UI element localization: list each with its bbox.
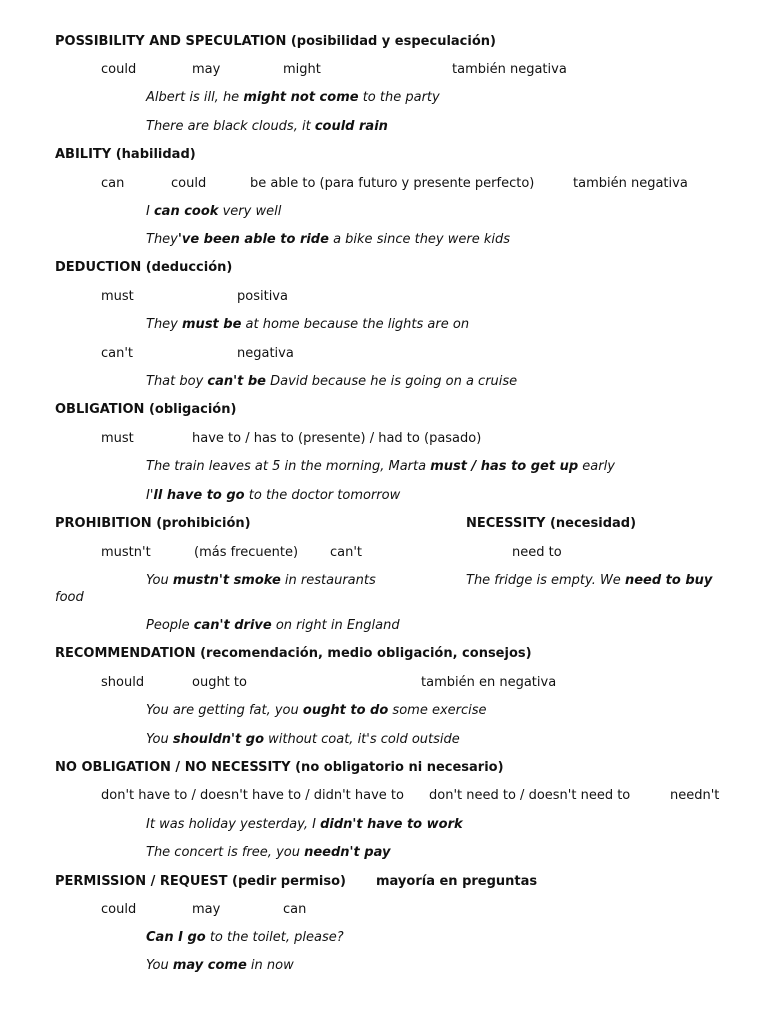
form-have-to: have to / has to (presente) / had to (pasado) (192, 431, 482, 446)
example-sentence-wrap: food (55, 590, 84, 605)
heading-permission: PERMISSION / REQUEST (pedir permiso) (55, 874, 346, 889)
heading-prohibition: PROHIBITION (prohibición) (55, 516, 251, 531)
form-can: can (101, 176, 125, 191)
example-sentence: The concert is free, you needn't pay (146, 845, 391, 860)
heading-obligation: OBLIGATION (obligación) (55, 402, 237, 417)
form-dont-have-to: don't have to / doesn't have to / didn't have to (101, 788, 404, 803)
example-sentence: You may come in now (146, 958, 294, 973)
example-sentence: They've been able to ride a bike since they were kids (146, 232, 511, 247)
note-negative: también negativa (573, 176, 688, 191)
form-be-able-to: be able to (para futuro y presente perfecto) (250, 176, 535, 191)
form-cant: can't (101, 346, 134, 361)
form-neednt: needn't (670, 788, 720, 803)
example-sentence: That boy can't be David because he is going on a cruise (146, 374, 518, 389)
form-must: must (101, 289, 134, 304)
form-can: can (283, 902, 307, 917)
heading-ability: ABILITY (habilidad) (55, 147, 196, 162)
example-sentence: You mustn't smoke in restaurants (146, 573, 376, 588)
example-sentence: I'll have to go to the doctor tomorrow (146, 488, 401, 503)
form-may: may (192, 902, 221, 917)
example-sentence: The train leaves at 5 in the morning, Marta must / has to get up early (146, 459, 615, 474)
example-sentence: You shouldn't go without coat, it's cold outside (146, 732, 460, 747)
note-negative: negativa (237, 346, 294, 361)
note-negative: también en negativa (421, 675, 557, 690)
example-sentence: They must be at home because the lights are on (146, 317, 470, 332)
form-might: might (283, 62, 321, 77)
form-may: may (192, 62, 221, 77)
note-more-frequent: (más frecuente) (194, 545, 299, 560)
form-ought-to: ought to (192, 675, 247, 690)
form-dont-need-to: don't need to / doesn't need to (429, 788, 631, 803)
form-could: could (101, 62, 137, 77)
heading-possibility: POSSIBILITY AND SPECULATION (posibilidad y especulación) (55, 34, 496, 49)
form-could: could (171, 176, 207, 191)
example-sentence: Albert is ill, he might not come to the party (146, 90, 440, 105)
note-negative: también negativa (452, 62, 567, 77)
form-need-to: need to (512, 545, 562, 560)
form-could: could (101, 902, 137, 917)
example-sentence: It was holiday yesterday, I didn't have to work (146, 817, 463, 832)
note-positive: positiva (237, 289, 288, 304)
example-sentence-necessity: The fridge is empty. We need to buy (466, 573, 713, 588)
heading-necessity: NECESSITY (necesidad) (466, 516, 637, 531)
form-cant: can't (330, 545, 363, 560)
example-sentence: Can I go to the toilet, please? (146, 930, 344, 945)
example-sentence: People can't drive on right in England (146, 618, 400, 633)
heading-recommendation: RECOMMENDATION (recomendación, medio obligación, consejos) (55, 646, 532, 661)
note-mostly-questions: mayoría en preguntas (376, 874, 538, 889)
heading-deduction: DEDUCTION (deducción) (55, 260, 233, 275)
heading-no-obligation: NO OBLIGATION / NO NECESSITY (no obligatorio ni necesario) (55, 760, 504, 775)
example-sentence: There are black clouds, it could rain (146, 119, 388, 134)
form-must: must (101, 431, 134, 446)
form-should: should (101, 675, 145, 690)
example-sentence: You are getting fat, you ought to do some exercise (146, 703, 487, 718)
example-sentence: I can cook very well (146, 204, 282, 219)
form-mustnt: mustn't (101, 545, 151, 560)
